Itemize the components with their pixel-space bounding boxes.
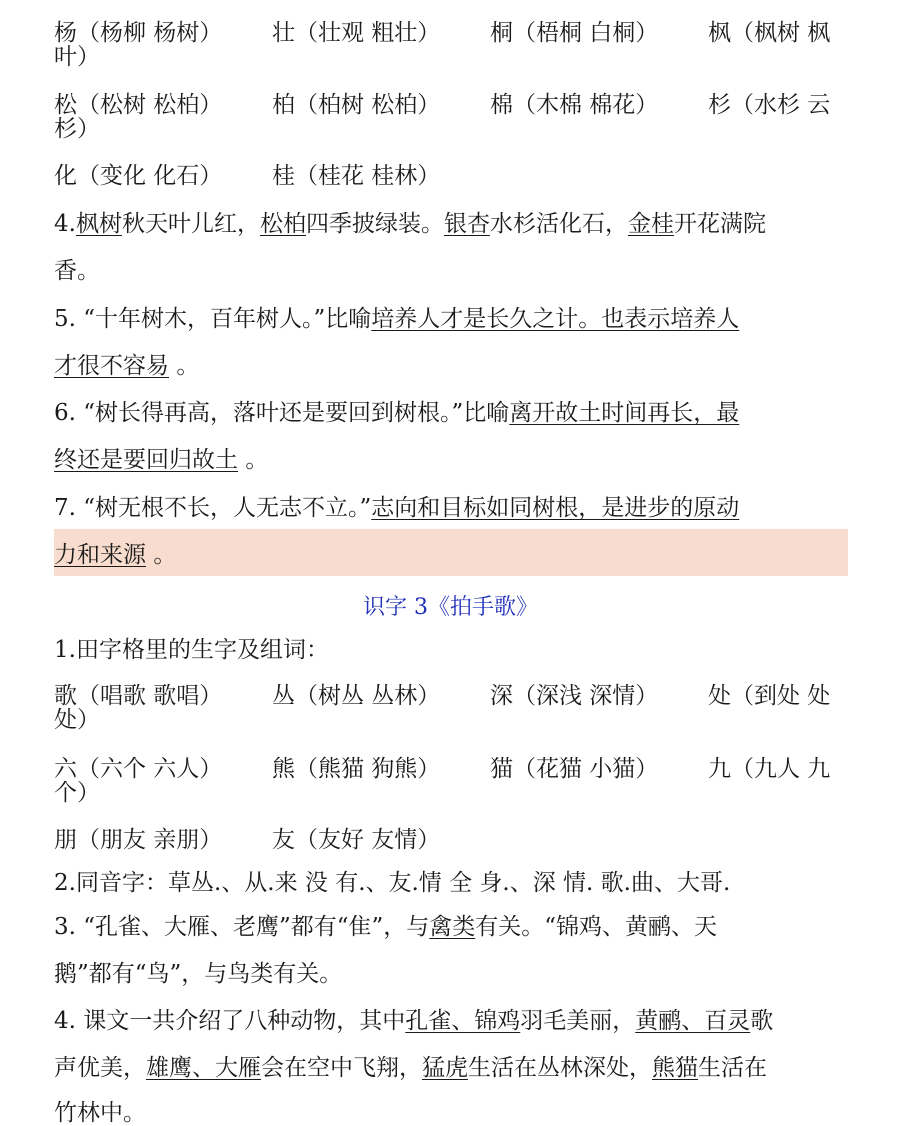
- char-entry: 九（九人 九: [708, 756, 831, 782]
- answer-underline: 枫树: [75, 211, 122, 237]
- question-text: 会在空中飞翔，: [261, 1055, 422, 1081]
- answer-underline: 黄鹂、百灵: [635, 1008, 751, 1034]
- question-3-cont: 鹅”都有“鸟”，与鸟类有关。: [54, 961, 343, 987]
- question-4b-cont: [54, 1055, 854, 1081]
- answer-underline: 金桂: [627, 211, 674, 237]
- char-row-4-cont: 处）: [54, 707, 100, 733]
- char-entry: 化（变化 化石）: [54, 163, 223, 189]
- char-entry: 朋（朋友 亲朋）: [54, 827, 223, 853]
- char-entry: 歌（唱歌 歌唱）: [54, 683, 223, 709]
- question-7-cont: [54, 542, 854, 568]
- question-text: 生活在丛林深处，: [468, 1055, 652, 1081]
- answer-underline: 才很不容易: [54, 353, 169, 379]
- question-7: [54, 495, 854, 521]
- question-text: 。: [153, 542, 177, 568]
- char-row-2-cont: 杉）: [54, 116, 100, 142]
- answer-underline: 孔雀、锦鸡: [405, 1008, 521, 1034]
- answer-underline: 熊猫: [652, 1055, 698, 1081]
- answer-underline: 银杏: [443, 211, 490, 237]
- char-entry: 松（松树 松柏）: [54, 92, 223, 118]
- char-entry: 友（友好 友情）: [272, 827, 441, 853]
- question-text: 开花满院: [673, 211, 766, 237]
- section-heading: 1.田字格里的生字及组词：: [54, 637, 329, 663]
- char-entry: 熊（熊猫 狗熊）: [272, 756, 441, 782]
- char-row-1-cont: 叶）: [54, 44, 100, 70]
- char-entry: 杉（水杉 云: [708, 92, 831, 118]
- question-text: 。: [176, 353, 200, 379]
- char-entry: 壮（壮观 粗壮）: [272, 20, 441, 46]
- question-2-homophones: 2.同音字：草丛.、从.来 没 有.、友.情 全 身.、深 情. 歌.曲、大哥.: [54, 870, 731, 896]
- char-entry: 桂（桂花 桂林）: [272, 163, 441, 189]
- question-5: [54, 306, 854, 332]
- char-entry: 桐（梧桐 白桐）: [490, 20, 659, 46]
- answer-underline: 雄鹰、大雁: [146, 1055, 261, 1081]
- lesson-title: 识字 3《拍手歌》: [363, 595, 538, 620]
- answer-underline: 禽类: [429, 914, 476, 940]
- question-text: 。: [245, 447, 269, 473]
- char-row-4: [54, 683, 854, 709]
- question-text: 水杉活化石，: [489, 211, 628, 237]
- question-text: 声优美，: [54, 1055, 146, 1081]
- question-6-cont: [54, 447, 854, 473]
- answer-underline: 培养人才是长久之计。也表示培养人: [371, 306, 740, 332]
- question-4b-cont-2: 竹林中。: [54, 1100, 146, 1126]
- char-entry: 深（深浅 深情）: [490, 683, 659, 709]
- char-entry: 柏（柏树 松柏）: [272, 92, 441, 118]
- question-6: [54, 400, 854, 426]
- char-entry: 枫（枫树 枫: [708, 20, 831, 46]
- char-entry: 六（六个 六人）: [54, 756, 223, 782]
- char-row-1: [54, 20, 854, 46]
- question-text: 歌: [750, 1008, 774, 1034]
- question-3: [54, 914, 854, 940]
- char-row-5-cont: 个）: [54, 780, 100, 806]
- char-row-5: [54, 756, 854, 782]
- question-text: 羽毛美丽，: [520, 1008, 636, 1034]
- answer-underline: 志向和目标如同树根，是进步的原动: [371, 495, 740, 521]
- question-text: 5. “十年树木，百年树人。”比喻: [54, 306, 372, 332]
- question-text: 7. “树无根不长，人无志不立。”: [54, 495, 372, 521]
- question-text: 有关。“锦鸡、黄鹂、天: [475, 914, 718, 940]
- char-entry: 丛（树丛 丛林）: [272, 683, 441, 709]
- answer-underline: 终还是要回归故土: [54, 447, 238, 473]
- char-row-6: [54, 827, 854, 853]
- question-4b: [54, 1008, 854, 1034]
- char-entry: 棉（木棉 棉花）: [490, 92, 659, 118]
- answer-underline: 松柏: [259, 211, 306, 237]
- char-entry: 杨（杨柳 杨树）: [54, 20, 223, 46]
- answer-underline: 力和来源: [54, 542, 146, 568]
- question-text: 四季披绿装。: [305, 211, 444, 237]
- question-5-cont: [54, 353, 854, 379]
- question-text: 生活在: [698, 1055, 767, 1081]
- question-4: [54, 211, 854, 237]
- answer-underline: 猛虎: [422, 1055, 468, 1081]
- question-number: 4.: [54, 211, 76, 237]
- char-entry: 猫（花猫 小猫）: [490, 756, 659, 782]
- question-text: 4. 课文一共介绍了八种动物，其中: [54, 1008, 406, 1034]
- char-row-3: [54, 163, 854, 189]
- question-4-cont: 香。: [54, 258, 100, 284]
- char-row-2: [54, 92, 854, 118]
- question-text: 3. “孔雀、大雁、老鹰”都有“隹”，与: [54, 914, 430, 940]
- char-entry: 处（到处 处: [708, 683, 831, 709]
- question-text: 秋天叶儿红，: [121, 211, 260, 237]
- question-text: 6. “树长得再高，落叶还是要回到树根。”比喻: [54, 400, 510, 426]
- answer-underline: 离开故土时间再长，最: [509, 400, 740, 426]
